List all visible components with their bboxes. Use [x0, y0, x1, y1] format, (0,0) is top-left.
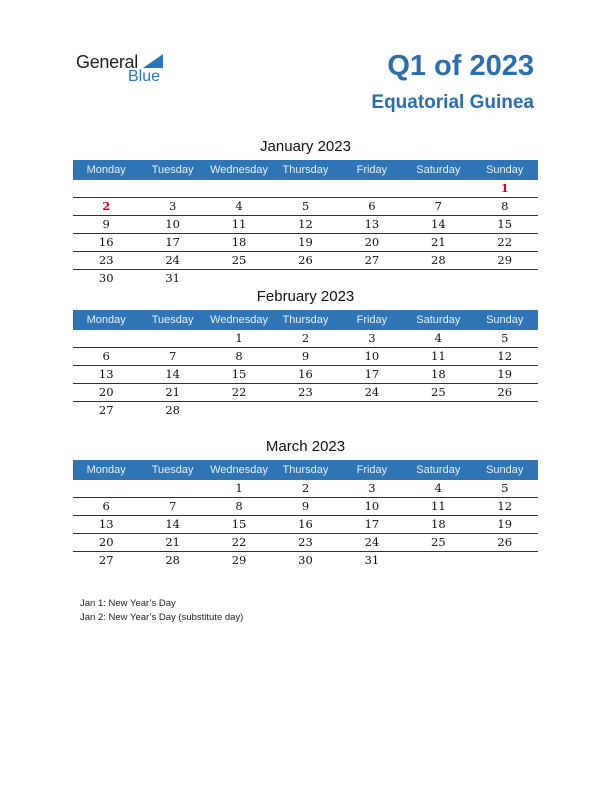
day-cell: 16 — [298, 367, 313, 381]
day-cell: 5 — [301, 199, 310, 213]
day-cell: 22 — [231, 535, 247, 549]
day-cell: 19 — [298, 235, 313, 249]
logo-blue-text: Blue — [128, 68, 161, 85]
week-row — [73, 516, 538, 534]
day-cell: 10 — [364, 499, 380, 513]
weekday-label: Monday — [86, 314, 126, 326]
day-cell: 13 — [98, 517, 114, 531]
day-cell: 4 — [434, 331, 442, 345]
holiday-notes — [80, 597, 243, 624]
holiday-note: Jan 1: New Year’s Day — [80, 598, 176, 609]
day-cell — [73, 480, 139, 497]
logo-triangle-icon — [143, 54, 163, 68]
day-cell: 28 — [431, 253, 446, 267]
day-cell: 11 — [431, 499, 446, 513]
day-cell — [405, 402, 471, 419]
weekday-header — [73, 160, 538, 180]
day-cell: 24 — [364, 385, 380, 399]
day-cell: 19 — [497, 517, 513, 531]
day-cell: 15 — [497, 217, 513, 231]
day-cell: 14 — [165, 367, 180, 381]
month-title: February 2023 — [256, 288, 355, 305]
week-row — [73, 384, 538, 402]
week-row — [73, 348, 538, 366]
month-january — [73, 136, 538, 287]
week-row — [73, 330, 538, 348]
day-cell — [472, 552, 538, 569]
day-cell: 15 — [231, 367, 247, 381]
day-cell — [472, 270, 538, 287]
weekday-label: Wednesday — [210, 164, 268, 176]
day-cell: 6 — [102, 499, 110, 513]
week-row — [73, 252, 538, 270]
day-cell — [339, 270, 405, 287]
day-cell: 31 — [165, 271, 180, 285]
day-cell: 30 — [298, 553, 313, 567]
page-title: Q1 of 2023 — [387, 50, 534, 82]
weekday-label: Saturday — [416, 464, 461, 476]
week-row — [73, 366, 538, 384]
week-row — [73, 198, 538, 216]
day-cell — [73, 180, 139, 197]
day-cell: 23 — [298, 535, 313, 549]
day-cell: 28 — [165, 403, 180, 417]
day-cell: 5 — [501, 481, 509, 495]
day-cell — [139, 330, 205, 347]
day-cell — [405, 180, 471, 197]
day-cell: 1 — [235, 331, 243, 345]
day-cell: 26 — [497, 535, 513, 549]
week-row — [73, 534, 538, 552]
weekday-label: Saturday — [416, 314, 461, 326]
day-cell: 22 — [231, 385, 247, 399]
day-cell: 1 — [235, 481, 243, 495]
day-cell: 25 — [231, 253, 247, 267]
day-cell: 27 — [98, 403, 114, 417]
day-cell: 20 — [364, 235, 380, 249]
brand-logo — [76, 52, 176, 88]
weekday-header — [73, 460, 538, 480]
month-title: March 2023 — [265, 438, 346, 455]
day-cell: 6 — [368, 199, 376, 213]
day-cell: 4 — [434, 481, 442, 495]
weekday-label: Tuesday — [151, 164, 194, 176]
week-row — [73, 234, 538, 252]
weekday-label: Thursday — [282, 464, 329, 476]
day-cell: 21 — [165, 535, 180, 549]
weekday-label: Friday — [356, 314, 388, 326]
day-cell: 25 — [431, 385, 446, 399]
weekday-label: Sunday — [486, 314, 524, 326]
day-cell — [206, 180, 272, 197]
month-march — [73, 436, 538, 569]
day-cell: 28 — [165, 553, 180, 567]
week-row — [73, 402, 538, 419]
day-cell — [206, 270, 272, 287]
day-cell — [272, 402, 338, 419]
day-cell: 27 — [98, 553, 114, 567]
day-cell: 18 — [231, 235, 247, 249]
day-cell: 13 — [364, 217, 380, 231]
day-cell: 24 — [364, 535, 380, 549]
day-cell: 7 — [168, 349, 177, 363]
day-cell: 26 — [298, 253, 313, 267]
day-cell: 20 — [98, 385, 114, 399]
month-title: January 2023 — [260, 138, 351, 155]
day-cell: 23 — [98, 253, 114, 267]
day-cell: 11 — [431, 349, 446, 363]
day-cell: 15 — [231, 517, 247, 531]
day-cell: 9 — [102, 217, 110, 231]
day-cell: 17 — [165, 235, 180, 249]
day-cell: 9 — [301, 499, 310, 513]
day-cell: 29 — [497, 253, 513, 267]
week-row — [73, 480, 538, 498]
day-cell: 18 — [431, 367, 446, 381]
day-cell — [272, 180, 338, 197]
day-cell — [139, 480, 205, 497]
weekday-label: Sunday — [486, 164, 524, 176]
logo-general-text: General — [76, 52, 138, 72]
day-cell: 3 — [168, 199, 177, 213]
week-row — [73, 498, 538, 516]
weekday-label: Sunday — [486, 464, 524, 476]
day-cell — [472, 402, 538, 419]
day-cell: 17 — [364, 367, 380, 381]
day-cell: 24 — [165, 253, 180, 267]
day-cell: 1 — [500, 181, 509, 195]
day-cell: 23 — [298, 385, 313, 399]
day-cell — [405, 270, 471, 287]
day-cell: 10 — [165, 217, 180, 231]
day-cell: 25 — [431, 535, 446, 549]
holiday-note: Jan 2: New Year’s Day (substitute day) — [80, 611, 244, 623]
week-row — [73, 216, 538, 234]
day-cell: 12 — [298, 217, 313, 231]
day-cell: 27 — [364, 253, 380, 267]
weekday-label: Friday — [356, 464, 388, 476]
day-cell: 14 — [165, 517, 180, 531]
weekday-label: Monday — [86, 164, 126, 176]
day-cell: 13 — [98, 367, 114, 381]
day-cell: 11 — [231, 217, 247, 231]
day-cell: 19 — [497, 367, 513, 381]
day-cell: 20 — [98, 535, 114, 549]
day-cell: 8 — [235, 499, 243, 513]
day-cell — [339, 402, 405, 419]
day-cell — [139, 180, 205, 197]
weekday-label: Thursday — [282, 314, 329, 326]
week-row — [73, 270, 538, 287]
weekday-label: Monday — [86, 464, 126, 476]
day-cell: 5 — [501, 331, 509, 345]
weekday-label: Friday — [356, 164, 388, 176]
country-subtitle: Equatorial Guinea — [371, 92, 534, 113]
day-cell: 2 — [301, 481, 310, 495]
day-cell: 26 — [497, 385, 513, 399]
day-cell: 8 — [235, 349, 243, 363]
day-cell: 18 — [431, 517, 446, 531]
weekday-label: Saturday — [416, 164, 461, 176]
day-cell — [405, 552, 471, 569]
weekday-label: Thursday — [282, 164, 329, 176]
day-cell — [73, 330, 139, 347]
day-cell: 30 — [98, 271, 114, 285]
day-cell: 2 — [301, 331, 310, 345]
day-cell: 7 — [434, 199, 442, 213]
weekday-header — [73, 310, 538, 330]
day-cell: 17 — [364, 517, 380, 531]
day-cell: 16 — [298, 517, 313, 531]
day-cell: 8 — [501, 199, 509, 213]
day-cell — [206, 402, 272, 419]
month-february — [73, 286, 538, 419]
day-cell: 3 — [368, 481, 376, 495]
day-cell: 10 — [364, 349, 380, 363]
week-row — [73, 552, 538, 569]
day-cell: 14 — [431, 217, 446, 231]
day-cell: 4 — [235, 199, 243, 213]
week-row — [73, 180, 538, 198]
day-cell: 9 — [301, 349, 310, 363]
weekday-label: Wednesday — [210, 314, 268, 326]
day-cell: 31 — [364, 553, 380, 567]
day-cell: 6 — [102, 349, 110, 363]
day-cell — [272, 270, 338, 287]
day-cell: 16 — [98, 235, 114, 249]
weekday-label: Tuesday — [151, 464, 194, 476]
day-cell: 3 — [368, 331, 376, 345]
day-cell — [339, 180, 405, 197]
day-cell: 21 — [431, 235, 446, 249]
day-cell: 7 — [168, 499, 177, 513]
day-cell: 12 — [497, 499, 513, 513]
day-cell: 2 — [102, 199, 111, 213]
weekday-label: Tuesday — [151, 314, 194, 326]
day-cell: 12 — [497, 349, 513, 363]
weekday-label: Wednesday — [210, 464, 268, 476]
day-cell: 21 — [165, 385, 180, 399]
day-cell: 22 — [497, 235, 513, 249]
day-cell: 29 — [231, 553, 247, 567]
